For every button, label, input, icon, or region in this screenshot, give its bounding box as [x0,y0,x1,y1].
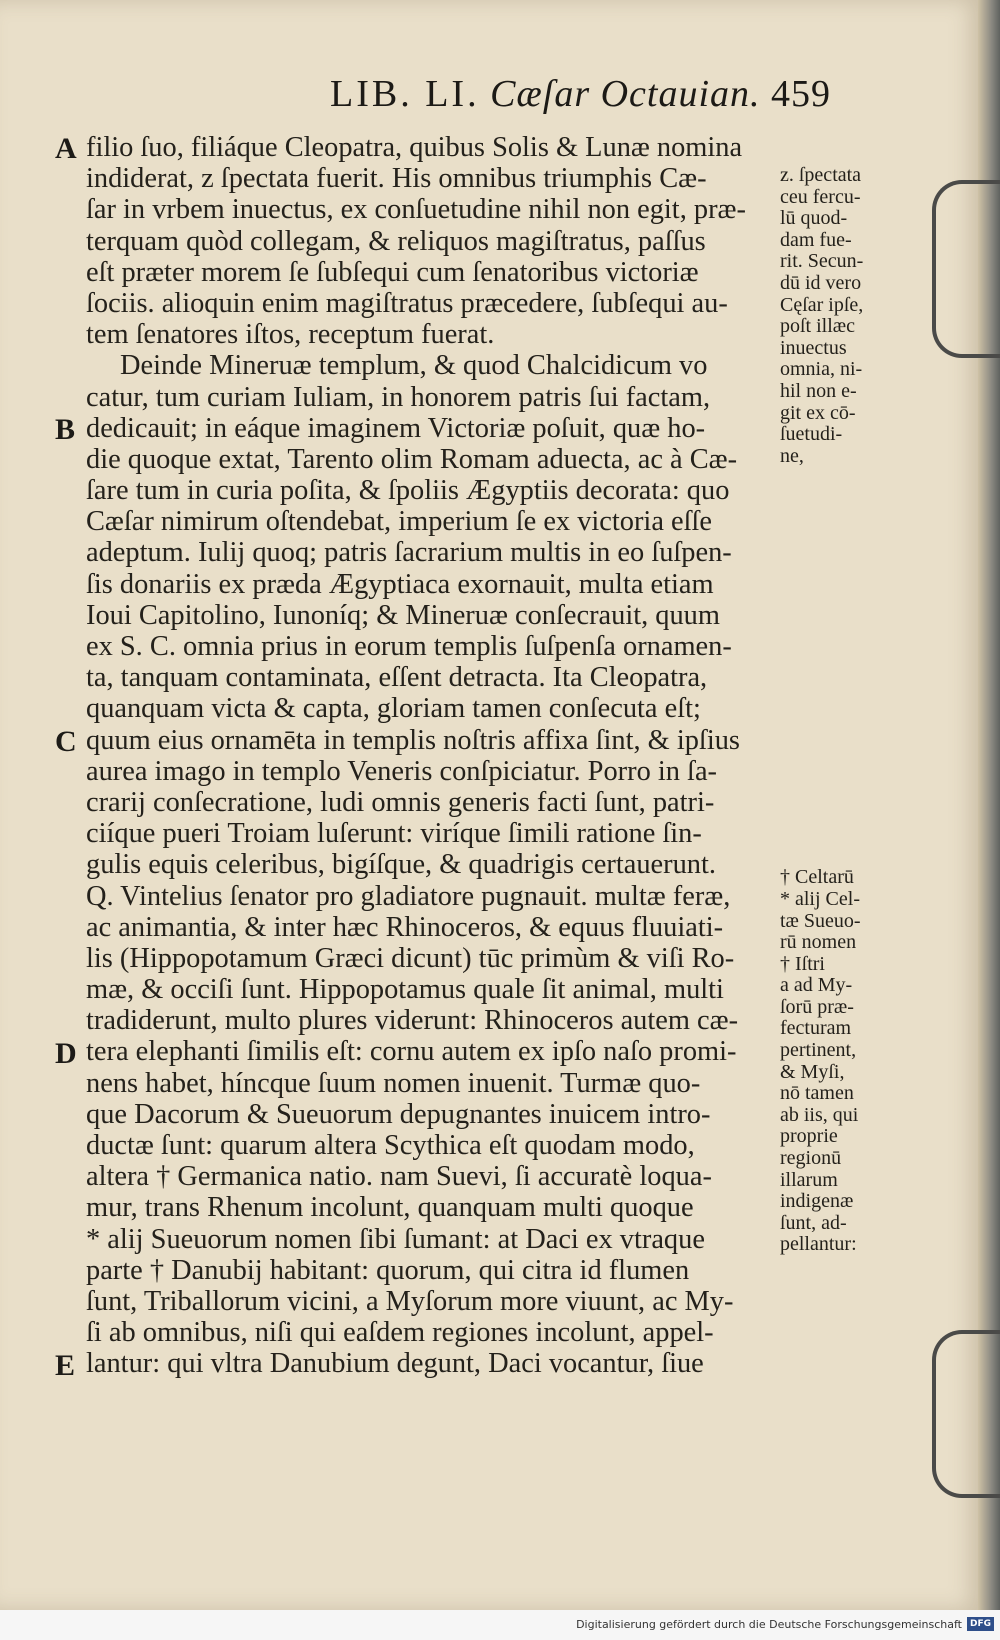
text-line: tradiderunt, multo plures viderunt: Rhinoceros autem cæ- [86,1005,739,1037]
section-letter-b: B [55,413,76,446]
note-line: * alij Cel- [780,887,860,910]
text-line: tera elephanti ſimilis eſt: cornu autem ex ipſo naſo promi- [86,1036,737,1068]
note-line: ſunt, ad- [780,1211,847,1234]
text-line: ciíque pueri Troiam luſerunt: viríque ſimili ratione ſin- [86,818,702,850]
text-line: catur, tum curiam Iuliam, in honorem patris ſui factam, [86,381,711,413]
text-line: ductæ ſunt: quarum altera Scythica eſt quodam modo, [86,1130,695,1161]
note-line: omnia, ni- [780,358,863,381]
text-line: aurea imago in templo Veneris conſpiciatur. Porro in ſa- [86,755,717,787]
text-line: ſunt, Triballorum vicini, a Myſorum more viuunt, ac My- [86,1285,734,1317]
text-line: altera † Germanica natio. nam Suevi, ſi accuratè loqua- [86,1161,712,1193]
text-line: ſis donariis ex præda Ægyptiaca exornauit, multa etiam [86,568,714,600]
section-letter-e: E [55,1349,76,1382]
text-line: eſt præter morem ſe ſubſequi cum ſenatoribus victoriæ [86,256,699,288]
note-line: ſorū præ- [780,995,854,1018]
note-line: a ad My- [780,974,853,997]
note-line: pellantur: [780,1233,857,1256]
running-head [330,72,832,116]
text-line: * alij Sueuorum nomen ſibi ſumant: at Daci ex vtraque [86,1223,705,1255]
note-line: dam fue- [780,228,852,251]
main-text-column [86,132,778,1380]
text-line: crarij conſecratione, ludi omnis generis facti ſunt, patri- [86,786,715,818]
book-number: LIB. LI. [330,73,480,115]
chapter-title: Cæſar Octauian. [490,73,761,115]
text-line: ſare tum in curia poſita, & ſpoliis Ægyptiis decorata: quo [86,475,730,507]
note-line: pertinent, [780,1039,857,1062]
note-line: indigenæ [780,1190,854,1213]
text-line: Deinde Mineruæ templum, & quod Chalcidicum vo [120,350,708,382]
text-line: Q. Vintelius ſenator pro gladiatore pugnauit. multæ feræ, [86,880,731,912]
section-letter-a: A [55,132,77,165]
note-line: regionū [780,1147,842,1170]
note-line: illarum [780,1168,838,1191]
note-line: git ex cō- [780,401,856,424]
note-line: poſt illæc [780,315,855,338]
note-line: tæ Sueuo- [780,909,861,932]
note-line: dū id vero [780,271,862,294]
note-line: † Celtarū [780,866,854,889]
dfg-logo: DFG [967,1617,994,1631]
text-line: indiderat, z ſpectata fuerit. His omnibus triumphis Cæ- [86,163,707,195]
note-line: ne, [780,444,804,467]
text-line: lis (Hippopotamum Græci dicunt) tūc primùm & viſi Ro- [86,942,735,974]
text-line: Ioui Capitolino, Iunoníq; & Mineruæ conſecrauit, quum [86,599,720,631]
note-line: hil non e- [780,379,857,402]
note-line: ceu fercu- [780,185,861,208]
section-letter-c: C [55,725,77,758]
note-line: rit. Secun- [780,250,864,273]
note-line: † Iſtri [780,952,825,975]
note-line: & Myſi, [780,1060,845,1083]
text-line: quanquam victa & capta, gloriam tamen conſecuta eſt; [86,693,701,725]
text-line: ſociis. alioquin enim magiſtratus præcedere, ſubſequi au- [86,287,728,319]
note-line: inuectus [780,336,847,359]
text-line: Cæſar nimirum oſtendebat, imperium ſe ex victoria eſſe [86,506,712,538]
note-line: Cęſar ipſe, [780,293,864,316]
margin-notes [780,165,930,1256]
text-line: parte † Danubij habitant: quorum, qui citra id flumen [86,1254,690,1286]
text-line: que Dacorum & Sueuorum depugnantes inuicem intro- [86,1098,711,1130]
note-line: proprie [780,1125,838,1148]
text-line: nens habet, híncque ſuum nomen inuenit. Turmæ quo- [86,1067,701,1099]
text-line: lantur: qui vltra Danubium degunt, Daci vocantur, ſiue [86,1348,704,1380]
text-line: ac animantia, & inter hæc Rhinoceros, & equus fluuiati- [86,911,724,943]
page-number: 459 [771,73,832,115]
text-line: dedicauit; in eáque imaginem Victoriæ poſuit, quæ ho- [86,412,706,444]
text-line: ex S. C. omnia prius in eorum templis ſuſpenſa ornamen- [86,631,732,662]
section-letter-d: D [55,1037,77,1070]
note-line: z. ſpectata [780,164,862,186]
text-line: ſar in vrbem inuectus, ex conſuetudine nihil non egit, præ- [86,194,746,226]
text-line: adeptum. Iulij quoq; patris ſacrarium multis in eo ſuſpen- [86,537,732,569]
text-line: tem ſenatores iſtos, receptum fuerat. [86,319,495,351]
note-line: rū nomen [780,931,857,954]
note-line: lū quod- [780,207,848,230]
note-line: nō tamen [780,1082,854,1105]
text-line: ſi ab omnibus, niſi qui eaſdem regiones incolunt, appel- [86,1317,714,1349]
text-line: ta, tanquam contaminata, eſſent detracta. Ita Cleopatra, [86,662,708,694]
book-clasp-top [932,180,1000,358]
margin-note-2 [780,867,930,1256]
margin-note-1 [780,165,930,467]
note-line: ab iis, qui [780,1103,859,1126]
text-line: filio ſuo, filiáque Cleopatra, quibus Solis & Lunæ nomina [86,132,743,163]
text-line: mur, trans Rhenum incolunt, quanquam multi quoque [86,1192,694,1224]
footer-credit: Digitalisierung gefördert durch die Deutsche Forschungsgemeinschaft [576,1618,962,1631]
text-line: quum eius ornamēta in templis noſtris affixa ſint, & ipſius [86,724,740,756]
text-line: die quoque extat, Tarento olim Romam aduecta, ac à Cæ- [86,443,738,475]
text-line: terquam quòd collegam, & reliquos magiſtratus, paſſus [86,225,706,257]
text-line: mæ, & occiſi ſunt. Hippopotamus quale ſit animal, multi [86,974,724,1006]
text-line: gulis equis celeribus, bigíſque, & quadrigis certauerunt. [86,849,716,881]
book-clasp-bottom [932,1330,1000,1498]
note-line: ſuetudi- [780,423,843,446]
note-line: fecturam [780,1017,852,1040]
digitization-footer [0,1610,1000,1640]
